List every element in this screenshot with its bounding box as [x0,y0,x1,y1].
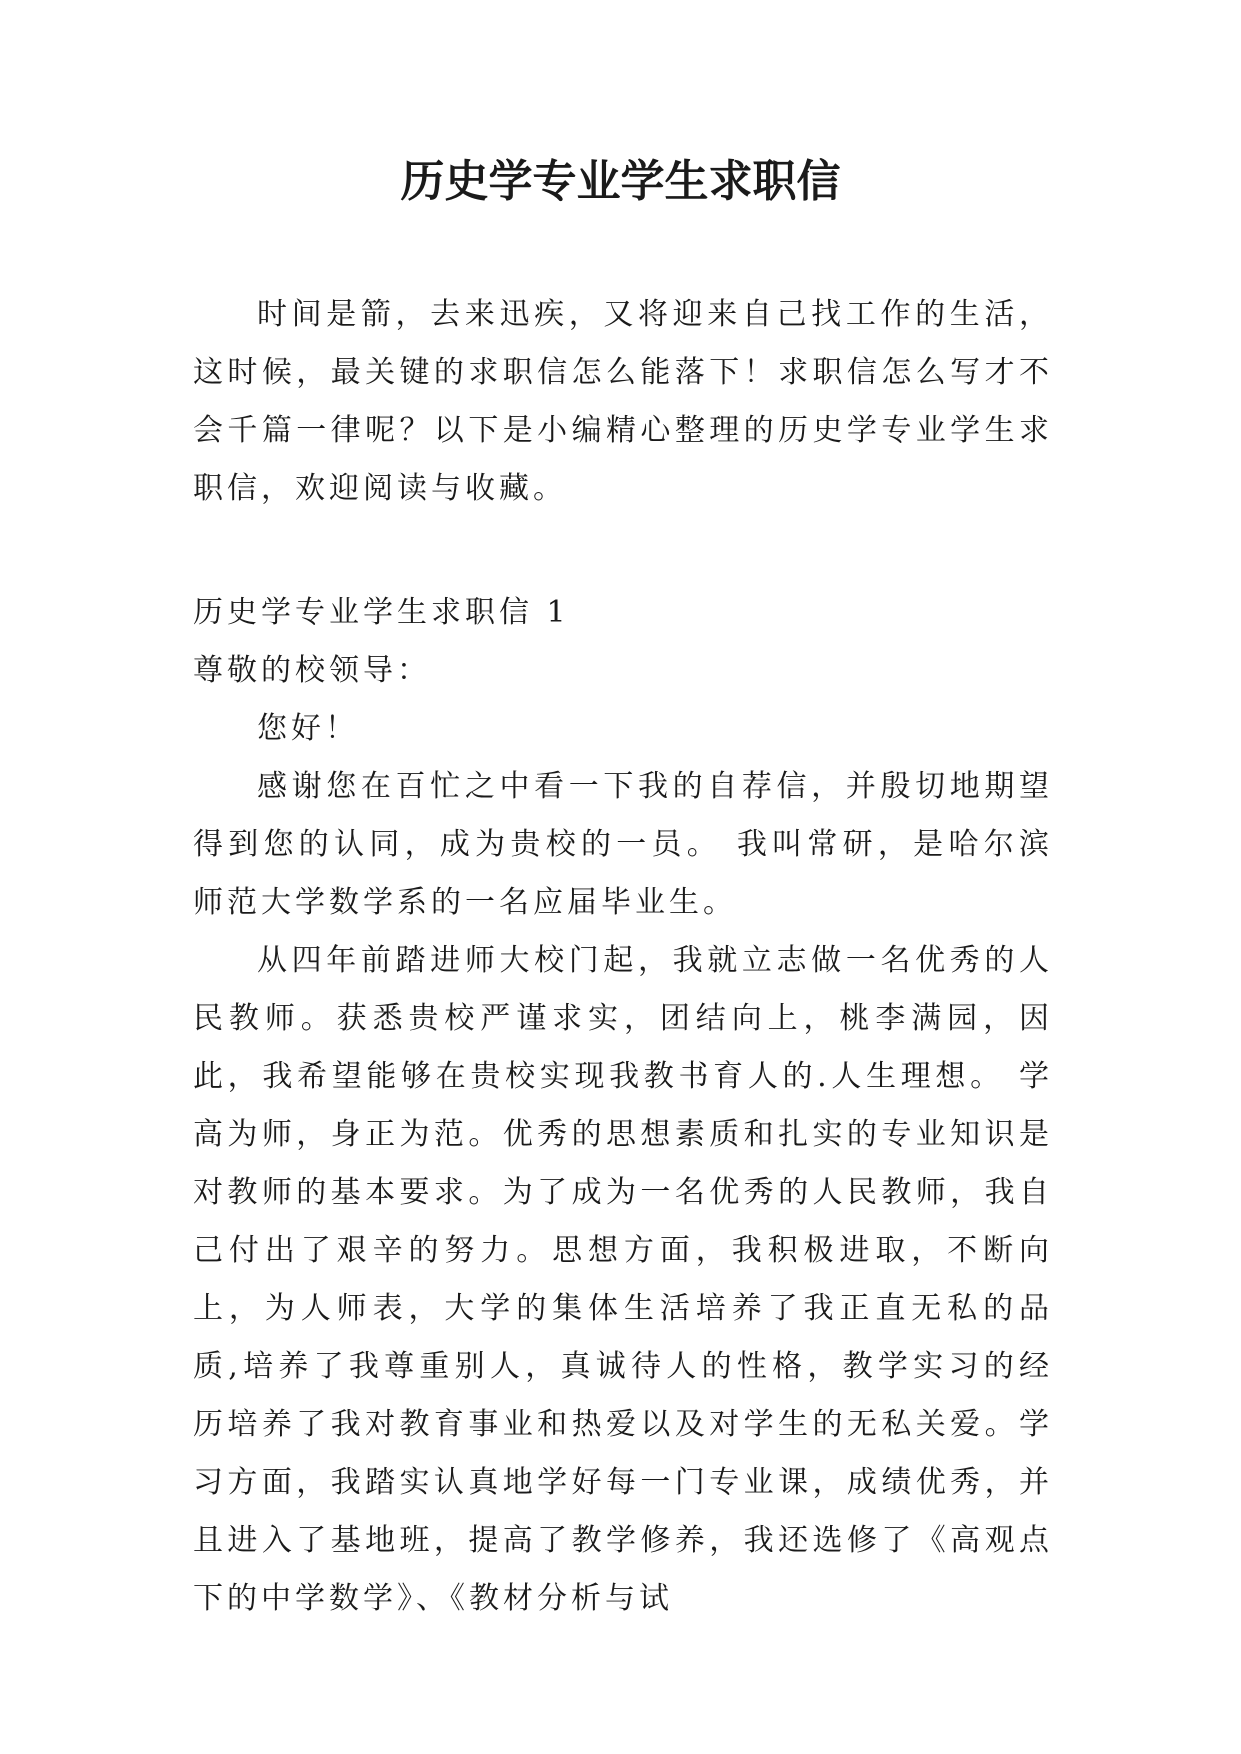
greeting: 您好！ [257,711,359,746]
section-heading: 历史学专业学生求职信 1 [193,595,570,630]
body-paragraph: 从四年前踏进师大校门起，我就立志做一名优秀的人民教师。获悉贵校严谨求实，团结向上，桃李满园，因此，我希望能够在贵校实现我教书育人的.人生理想。 学高为师，身正为范。优秀的思想素质和扎实的专业知识是对教师的基本要求。为了成为一名优秀的人民教师，我自己付出了艰辛的努力。思想方面，我积极进取，不断向上，为人师表，大学的集体生活培养了我正直无私的品质,培养了我尊重别人，真诚待人的性格，教学实习的经历培养了我对教育事业和热爱以及对学生的无私关爱。学习方面，我踏实认真地学好每一门专业课，成绩优秀，并且进入了基地班，提高了教学修养，我还选修了《高观点下的中学数学》、《教材分析与试 [193,943,1053,1616]
salutation: 尊敬的校领导： [193,653,431,688]
document-title: 历史学专业学生求职信 [400,156,841,207]
intro-paragraph: 时间是箭，去来迅疾，又将迎来自己找工作的生活，这时候，最关键的求职信怎么能落下！求职信怎么写才不会千篇一律呢？以下是小编精心整理的历史学专业学生求职信，欢迎阅读与收藏。 [193,297,1053,506]
body-paragraph: 感谢您在百忙之中看一下我的自荐信，并殷切地期望得到您的认同，成为贵校的一员。 我叫常研，是哈尔滨师范大学数学系的一名应届毕业生。 [193,769,1053,920]
